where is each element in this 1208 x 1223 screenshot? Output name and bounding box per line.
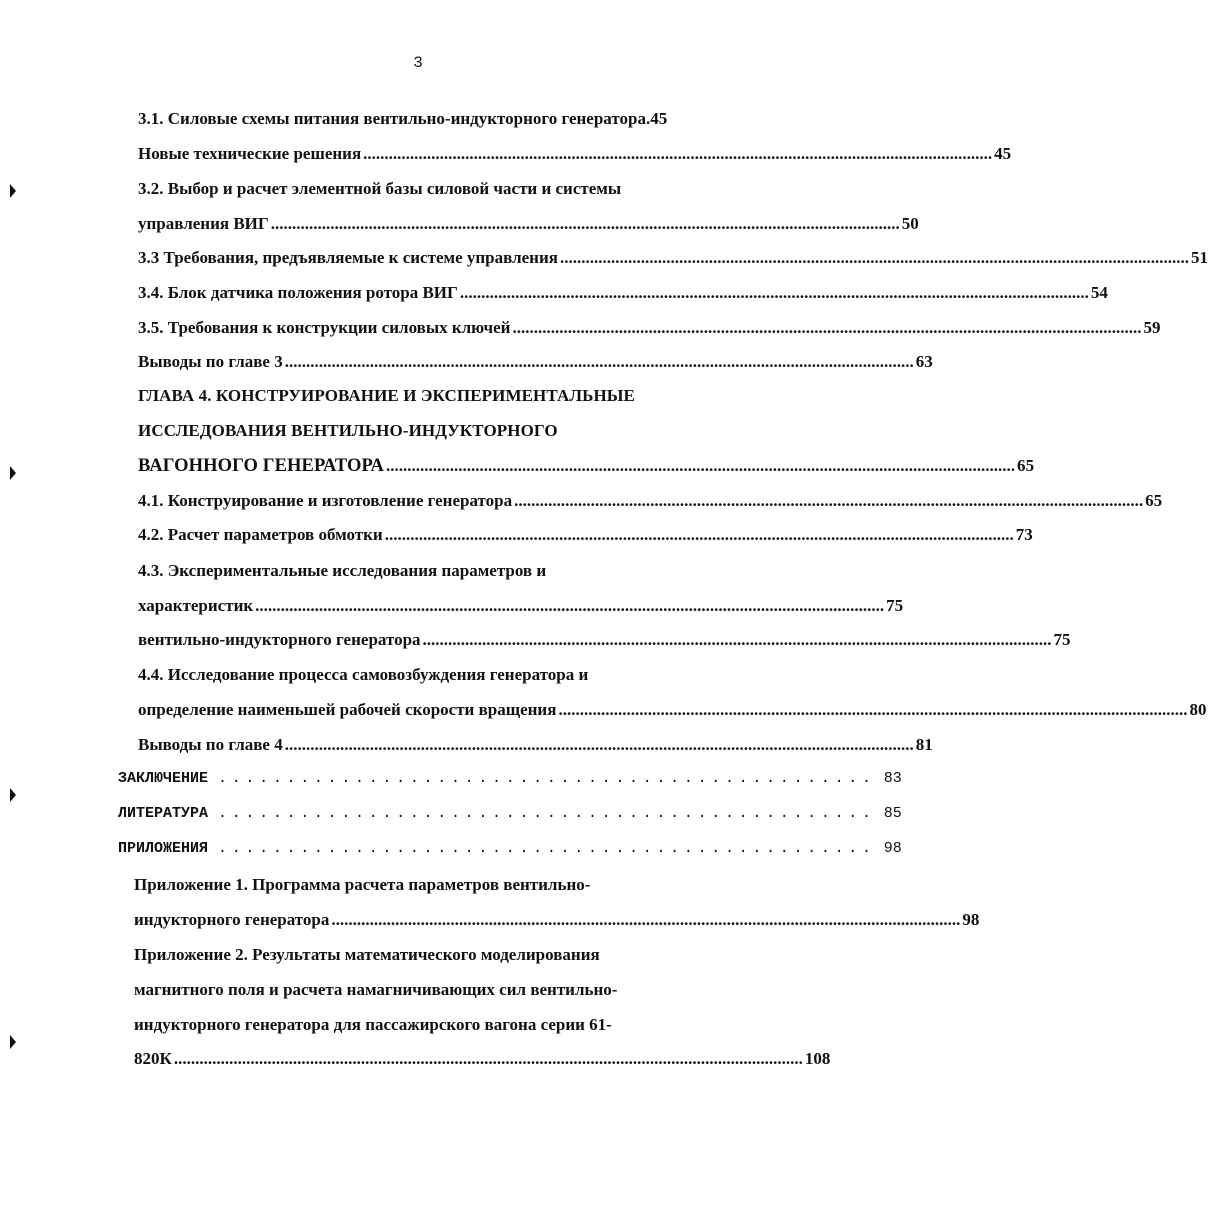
leader-dots: .................................................................................................................................................... xyxy=(559,248,1189,267)
toc-entry xyxy=(138,732,933,758)
toc-entry xyxy=(134,1046,831,1072)
toc-entry xyxy=(138,697,1207,723)
toc-entry-text: 4.2. Расчет параметров обмотки xyxy=(138,525,383,544)
toc-entry-text: 3.1. Силовые схемы питания вентильно-индукторного генератора. xyxy=(138,109,651,128)
toc-entry xyxy=(134,942,600,968)
leader-dots: .................................................................................................................................................... xyxy=(255,596,885,615)
toc-entry-text: Новые технические решения xyxy=(138,144,362,163)
leader-dots: ................................................ xyxy=(218,770,876,787)
toc-entry-page: 85 xyxy=(883,805,902,822)
leader-dots: .................................................................................................................................................... xyxy=(459,283,1089,302)
leader-dots: .................................................................................................................................................... xyxy=(284,735,914,754)
toc-entry-text: индукторного генератора xyxy=(134,910,330,929)
toc-entry-text: Приложение 2. Результаты математического моделирования xyxy=(134,945,600,964)
toc-entry xyxy=(138,627,1071,653)
toc-entry-text: 4.4. Исследование процесса самовозбуждения генератора и xyxy=(138,665,589,684)
toc-entry xyxy=(138,211,919,237)
leader-dots: .................................................................................................................................................... xyxy=(514,491,1144,510)
toc-entry xyxy=(134,907,980,933)
toc-entry-page: 54 xyxy=(1090,283,1108,302)
toc-entry-text: управления ВИГ xyxy=(138,214,269,233)
toc-entry-text: вентильно-индукторного генератора xyxy=(138,630,421,649)
toc-entry-text: определение наименьшей рабочей скорости вращения xyxy=(138,700,557,719)
leader-dots: ................................................ xyxy=(218,840,876,857)
binding-mark xyxy=(10,466,16,480)
leader-dots: .................................................................................................................................................... xyxy=(284,352,914,371)
toc-entry xyxy=(134,977,617,1003)
toc-entry xyxy=(118,836,902,862)
leader-dots: .................................................................................................................................................... xyxy=(363,144,993,163)
toc-entry-text: 3.5. Требования к конструкции силовых ключей xyxy=(138,318,511,337)
toc-entry-text: 4.1. Конструирование и изготовление генератора xyxy=(138,491,513,510)
toc-entry-text: 3.4. Блок датчика положения ротора ВИГ xyxy=(138,283,458,302)
toc-entry xyxy=(138,593,904,619)
toc-entry xyxy=(138,245,1208,271)
toc-entry-text: ИССЛЕДОВАНИЯ ВЕНТИЛЬНО-ИНДУКТОРНОГО xyxy=(138,421,558,440)
toc-entry xyxy=(138,141,1012,167)
binding-mark xyxy=(10,788,16,802)
toc-entry-page: 108 xyxy=(804,1049,831,1068)
toc-entry-page: 98 xyxy=(883,840,902,857)
toc-entry-text: Выводы по главе 4 xyxy=(138,735,283,754)
leader-dots: ................................................ xyxy=(218,805,876,822)
toc-entry xyxy=(138,558,546,584)
toc-entry xyxy=(138,662,588,688)
toc-entry-page: 81 xyxy=(915,735,933,754)
leader-dots: .................................................................................................................................................... xyxy=(512,318,1142,337)
leader-dots: .................................................................................................................................................... xyxy=(384,525,1014,544)
toc-entry-page: 45 xyxy=(994,144,1012,163)
toc-entry xyxy=(138,488,1163,514)
toc-entry xyxy=(118,801,902,827)
toc-entry-text: ЛИТЕРАТУРА xyxy=(118,805,209,822)
toc-entry-text: характеристик xyxy=(138,596,254,615)
toc-entry-page: 75 xyxy=(1053,630,1071,649)
toc-entry-text: ВАГОННОГО ГЕНЕРАТОРА xyxy=(138,456,385,476)
leader-dots: .................................................................................................................................................... xyxy=(173,1049,803,1068)
toc-entry-text: ПРИЛОЖЕНИЯ xyxy=(118,840,209,857)
toc-entry xyxy=(138,280,1108,306)
chapter-heading xyxy=(138,383,635,409)
toc-entry-text: Приложение 1. Программа расчета параметров вентильно- xyxy=(134,875,591,894)
leader-dots: .................................................................................................................................................... xyxy=(386,456,1016,475)
toc-entry xyxy=(138,106,667,132)
toc-entry-page: 83 xyxy=(883,770,902,787)
toc-entry-page: 73 xyxy=(1015,525,1033,544)
toc-entry xyxy=(134,1012,612,1038)
toc-entry-text: 3.2. Выбор и расчет элементной базы силовой части и системы xyxy=(138,179,622,198)
toc-entry-text: магнитного поля и расчета намагничивающих сил вентильно- xyxy=(134,980,618,999)
toc-entry-text: 820К xyxy=(134,1049,172,1068)
binding-mark xyxy=(10,184,16,198)
toc-entry xyxy=(118,766,902,792)
toc-entry-text: 3.3 Требования, предъявляемые к системе управления xyxy=(138,248,558,267)
toc-entry-text: Выводы по главе 3 xyxy=(138,352,283,371)
toc-entry-text: ЗАКЛЮЧЕНИЕ xyxy=(118,770,209,787)
toc-entry-page: 65 xyxy=(1145,491,1163,510)
toc-entry-text: 4.3. Экспериментальные исследования параметров и xyxy=(138,561,547,580)
toc-entry-page: 75 xyxy=(886,596,904,615)
toc-entry xyxy=(138,453,1035,479)
leader-dots: .................................................................................................................................................... xyxy=(558,700,1188,719)
toc-entry-text: индукторного генератора для пассажирского вагона серии 61- xyxy=(134,1015,612,1034)
page-number: 3 xyxy=(413,54,423,72)
toc-entry-page: 45 xyxy=(650,109,668,128)
chapter-heading xyxy=(138,418,558,444)
toc-entry-page: 65 xyxy=(1017,456,1035,475)
toc-entry-page: 50 xyxy=(901,214,919,233)
leader-dots: .................................................................................................................................................... xyxy=(270,214,900,233)
toc-entry xyxy=(138,176,621,202)
leader-dots: .................................................................................................................................................... xyxy=(331,910,961,929)
toc-entry-text: ГЛАВА 4. КОНСТРУИРОВАНИЕ И ЭКСПЕРИМЕНТАЛЬНЫЕ xyxy=(138,386,635,405)
toc-entry-page: 80 xyxy=(1189,700,1207,719)
leader-dots: .................................................................................................................................................... xyxy=(422,630,1052,649)
toc-entry-page: 59 xyxy=(1143,318,1161,337)
toc-entry xyxy=(134,872,590,898)
toc-entry-page: 98 xyxy=(962,910,980,929)
binding-mark xyxy=(10,1035,16,1049)
toc-entry-page: 63 xyxy=(915,352,933,371)
toc-entry xyxy=(138,315,1161,341)
toc-entry-page: 51 xyxy=(1190,248,1208,267)
toc-entry xyxy=(138,522,1033,548)
toc-entry xyxy=(138,349,933,375)
